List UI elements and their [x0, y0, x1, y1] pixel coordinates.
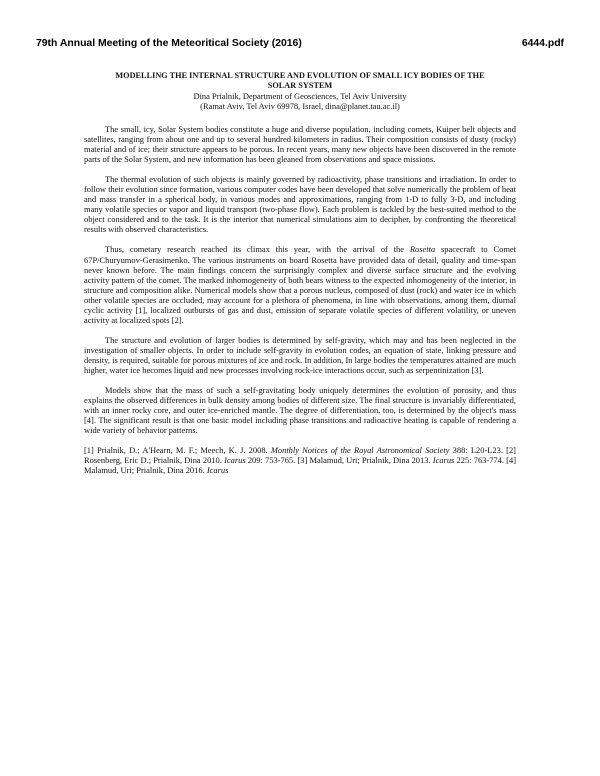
page-header: [36, 38, 564, 52]
paper-title: MODELLING THE INTERNAL STRUCTURE AND EVOLUTION OF SMALL ICY BODIES OF THE SOLAR SYSTEM: [115, 71, 485, 90]
ref-2-journal: Icarus: [224, 455, 246, 466]
abstract-body: [84, 71, 516, 475]
file-id: 6444.pdf: [521, 38, 564, 49]
paragraph-2: The thermal evolution of such objects is mainly governed by radioactivity, phase transitions and irradiation. In order to follow their evolution since formation, various computer codes have been developed that solve numerically the problem of heat and mass transfer in a spherical body, in various modes and approximations, ranging from 1-D to fully 3-D, and including many volatile species or vapor and liquid transport (two-phase flow). Each problem is tackled by the best-suited method to the object considered and to the task. It is the interior that numerical simulations aim to decipher, by confronting the theoretical results with observed characteristics.: [84, 174, 516, 235]
paragraph-3-start: Thus, cometary research reached its climax this year, with the arrival of the: [105, 244, 410, 255]
ref-1-authors: [1] Prialnik, D.; A'Hearn, M. F.; Meech, K. J. 2008.: [84, 445, 271, 456]
rosetta-italic: Rosetta: [409, 244, 436, 255]
ref-1-tail: 388: L20-L23. [2] Rosenberg, Eric D.; Prialnik, Dina 2010.: [84, 445, 516, 466]
author-affiliation: Dina Prialnik, Department of Geosciences, Tel Aviv University: [193, 91, 407, 101]
ref-4-journal: Icarus: [206, 465, 229, 476]
meeting-title: 79th Annual Meeting of the Meteoritical Society (2016): [36, 38, 302, 49]
ref-3-journal: Icarus: [432, 455, 455, 466]
paragraph-5: Models show that the mass of such a self-gravitating body uniquely determines the evolution of porosity, and thus explains the observed differences in bulk density among bodies of different size. The final structure is invariably differentiated, with an inner rocky core, and outer ice-enriched mantle. The degree of differentiation, too, is determined by the object's mass [4]. The significant result is that one basic model including phase transitions and radioactive heating is capable of rendering a wide variety of behavior patterns.: [84, 385, 516, 436]
paragraph-1: The small, icy, Solar System bodies constitute a huge and diverse population, including comets, Kuiper belt objects and satellites, ranging from about one and up to several hundred kilometers in radius. Their composition consists of dusty (rocky) material and of ice; their structure appears to be porous. In recent years, many new objects have been discovered in the remote parts of the Solar System, and new information has been gleaned from observations and space missions.: [84, 124, 516, 165]
references: [84, 445, 516, 475]
ref-1-journal: Monthly Notices of the Royal Astronomical Society: [270, 445, 450, 456]
paragraph-3-rest: spacecraft to Comet 67P/Churyumov-Gerasimenko. The various instruments on board Rosetta have provided data of detail, quality and time-span never known before. The main findings concern the surprisingly complex and diverse surface structure and the evolving activity pattern of the comet. The marked inhomogeneity of both bears witness to the expected inhomogeneity of the interior, in structure and composition alike. Numerical models show that a porous nucleus, composed of dust (rock) and water ice in which other volatile species are occluded, may account for a plethora of phenomena, in line with observations, among them, diurnal cyclic activity [1], localized outbursts of gas and dust, emission of separate volatile species of different volatility, or uneven activity at localized spots [2].: [84, 244, 516, 325]
ref-3-tail: 225: 763-774. [4] Malamud, Uri; Prialnik, Dina 2016.: [84, 455, 517, 476]
paragraph-3: [84, 244, 516, 324]
paragraph-4: The structure and evolution of larger bodies is determined by self-gravity, which may and has been neglected in the investigation of smaller objects. In order to include self-gravity in evolution codes, an equation of state, linking pressure and density, is required, suitable for porous mixtures of ice and rock. In addition, In large bodies the temperatures attained are much higher, water ice becomes liquid and new processes involving rock-ice interactions occur, such as serpentinization [3].: [84, 334, 516, 375]
author-address: (Ramat Aviv, Tel Aviv 69978, Israel, dina@planet.tau.ac.il): [200, 101, 400, 111]
ref-2-tail: 209: 753-765. [3] Malamud, Uri; Prialnik, Dina 2013.: [245, 455, 433, 466]
